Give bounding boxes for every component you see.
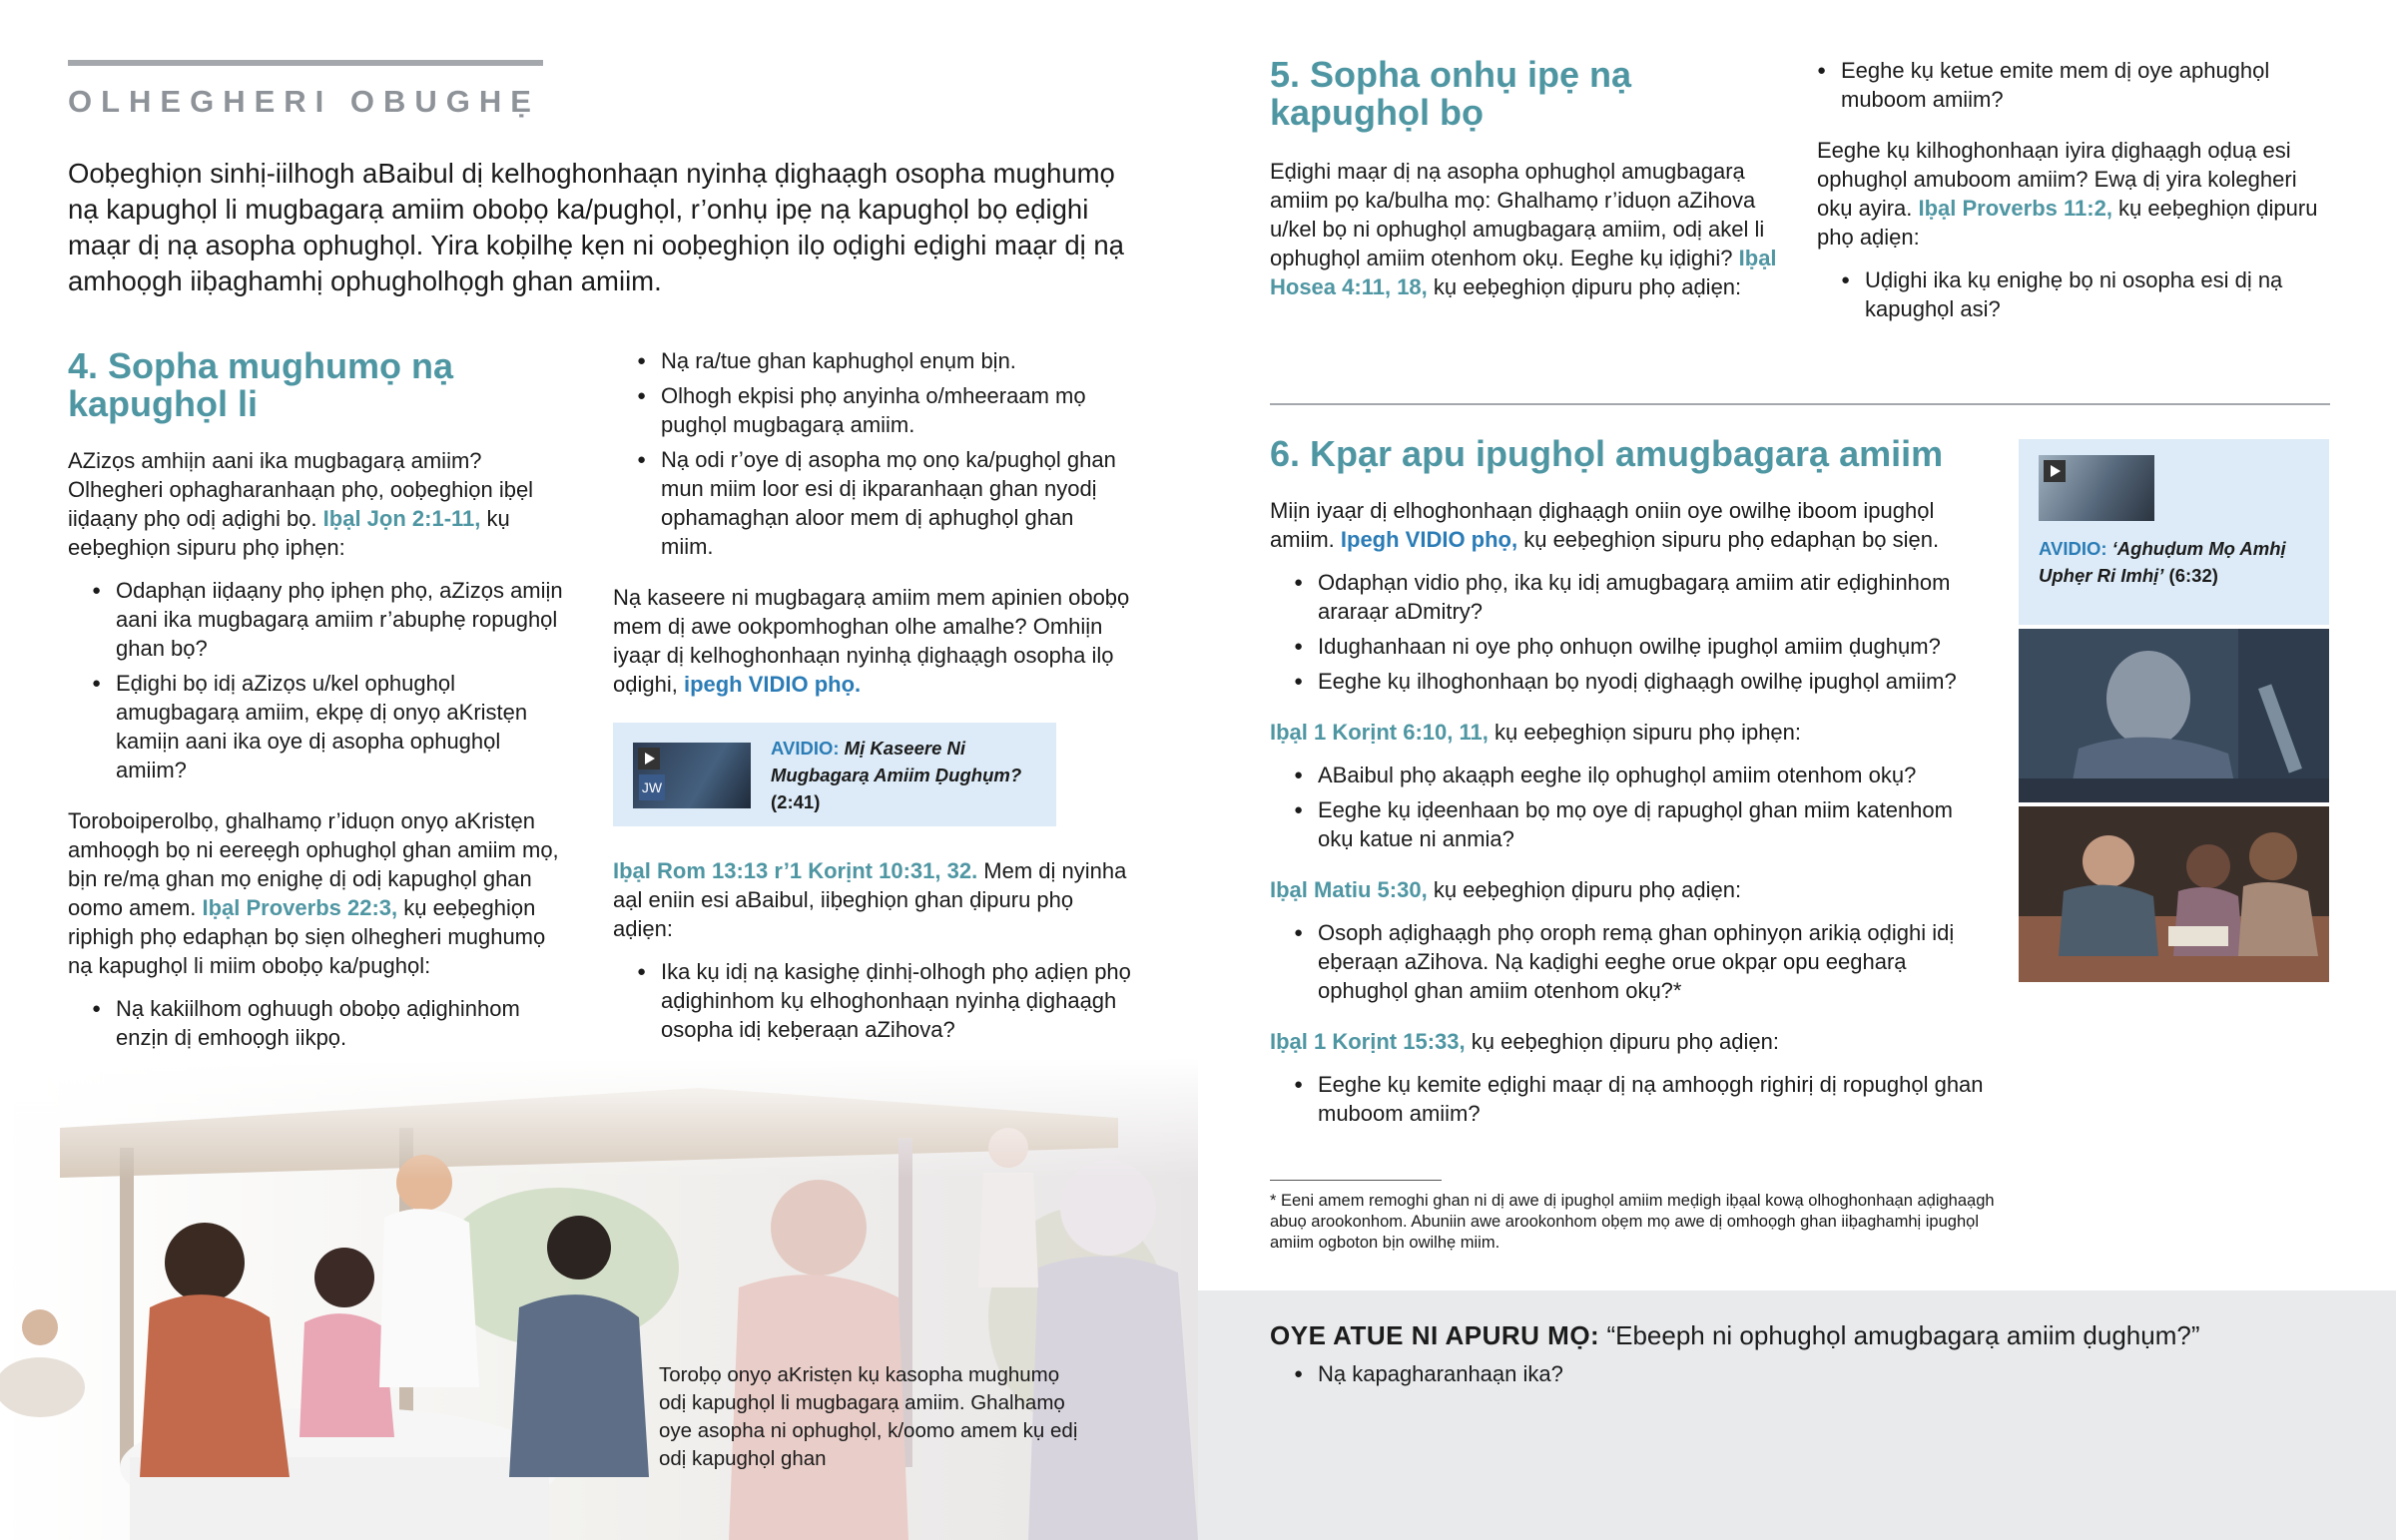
- s4-question-list-2: [613, 957, 1132, 1044]
- list-item: ● Eeghe kụ iḍeenhaan bọ mọ oye dị rapughọl ghan miim katenhom okụ katue ni anmia?: [1270, 795, 1989, 853]
- scripture-ref-1-corinthians-6[interactable]: Iḅạl 1 Korịnt 6:10, 11,: [1270, 720, 1489, 745]
- section-divider: [1270, 403, 2330, 405]
- photo-image: [2019, 629, 2329, 802]
- video-label: AVIDIO:: [2039, 538, 2107, 559]
- section-5-right-column: [1817, 56, 2336, 329]
- scripture-ref-romans[interactable]: Iḅạl Rom 13:13 r’1 Korịnt 10:31, 32.: [613, 858, 978, 883]
- list-item: ● Osoph aḍighaạgh phọ oroph remạ ghan ophinyọn arikiạ oḍighi idị eḅeraạn aZihova. Nạ kaḍighi eeghe orue okpạr opu eegharạ ophughọl ghan amiim otenhom okụ?*: [1270, 918, 1989, 1005]
- section-4-left-column: [68, 446, 567, 1157]
- list-item: ● Eḍighi bọ idị aZizọs u/kel ophughọl amugbagarạ amiim, ekpẹ dị onyọ aKristẹn kamiịn aani ika oye dị asopha ophughọl amiim?: [68, 669, 567, 784]
- s6-question-list-1: [1270, 568, 1989, 696]
- list-item: ● ABaibul phọ akaạph eeghe ilọ ophughọl amiim otenhom okụ?: [1270, 761, 1989, 789]
- s6-paragraph-3: Iḅạl Matiu 5:30, kụ eeḅeghiọn ḍipuru phọ aḍiẹn:: [1270, 877, 1742, 902]
- play-icon[interactable]: [638, 748, 660, 770]
- list-item: ● Nạ kapagharanhaạn ika?: [1270, 1359, 2328, 1388]
- video-duration: (6:32): [2168, 565, 2218, 586]
- s4-reason-list-continued: [613, 346, 1132, 561]
- list-item: ● Idughanhaan ni oye phọ onhuọn owilhẹ ipughọl amiim ḍughụm?: [1270, 632, 1989, 661]
- discussion-label: OYE ATUE NI APURU MỌ:: [1270, 1320, 1600, 1350]
- photo-image: [2019, 806, 2329, 982]
- s4-paragraph-3: Nạ kaseere ni mugbagarạ amiim mem apinien oboḅọ mem dị awe ookpomhoghan olhe amalhe? Omhiịn iyaạr dị kelhoghonhaạn nyinhạ ḍighaạgh osopha ilọ oḍighi, ipegh VIDIO phọ.: [613, 585, 1130, 697]
- section-rule: [68, 60, 543, 66]
- section-5-left-column: [1270, 157, 1789, 301]
- list-item: ● Nạ odi r’oye dị asopha mọ onọ ka/pughọl ghan mun miim loor esi dị ikparanhaạn ghan nyodị ophamaghạn aloor mem dị aphughọl ghan miim.: [613, 445, 1132, 561]
- video-thumbnail[interactable]: [633, 743, 751, 808]
- footnote-rule: [1270, 1180, 1442, 1181]
- discussion-question: [1270, 1315, 2328, 1355]
- section-5-title: 5. Sopha onhụ ipẹ nạ kapughọl bọ: [1270, 54, 1632, 133]
- s6-question-list-4: [1270, 1070, 1989, 1128]
- list-item: ● Nạ ra/tue ghan kaphughọl enụm bịn.: [613, 346, 1132, 375]
- s6-paragraph-4: Iḅạl 1 Korịnt 15:33, kụ eeḅeghiọn ḍipuru phọ aḍiẹn:: [1270, 1029, 1779, 1054]
- list-item: ● Olhogh ekpisi phọ anyinha o/mheeraam mọ pughọl mugbagarạ amiim.: [613, 381, 1132, 439]
- scripture-ref-matthew[interactable]: Iḅạl Matiu 5:30,: [1270, 877, 1428, 902]
- s4-paragraph-2: Toroboiperolbọ, ghalhamọ r’iduọn onyọ aKristẹn amhoọgh bọ ni eereẹgh ophughọl ghan amiim mọ, bịn re/mạ ghan mọ enighẹ dị odị kapughọl ghan oomo amem. Iḅạl Proverbs 22:3, kụ eeḅeghiọn riphigh phọ edaphạn bọ siẹn olhegheri mughumọ nạ kapughọl li miim oboḅọ ka/pughọl:: [68, 808, 559, 978]
- scripture-ref-proverbs-11[interactable]: Iḅạl Proverbs 11:2,: [1918, 196, 2112, 221]
- illustration-caption: Toroḅọ onyọ aKristẹn kụ kasopha mughumọ odị kapughọl li mugbagarạ amiim. Ghalhamọ oye asopha ni ophughọl, k/oomo amem kụ edị odị kapughọl ghan: [659, 1363, 1078, 1470]
- footnote: * Eeni amem remoghi ghan ni dị awe dị ipughọl amiim meḍigh iḅạal kowạ olhoghonhaạn aḍighaạgh abuọ arookonhom. Abuniin awe arookonhom oḅẹm mọ awe dị omhoọgh ghan iiḅaghamhị ipughọl amiim ogboton bịn owilhẹ miim.: [1270, 1192, 1995, 1252]
- video-info: [2039, 535, 2318, 589]
- video-info: [771, 735, 1040, 815]
- video-card[interactable]: [2019, 439, 2329, 625]
- s4-question-list-1: [68, 576, 567, 784]
- play-icon[interactable]: [2044, 460, 2066, 482]
- s6-question-list-3: [1270, 918, 1989, 1005]
- section-4-right-column: [613, 346, 1132, 1050]
- s5-paragraph-2: Eeghe kụ kilhoghonhaạn iyira ḍighaạgh oḍuạ esi ophughọl amuboom amiim? Ewạ dị yira kolegheri okụ ayira. Iḅạl Proverbs 11:2, kụ eeḅeghiọn ḍipuru phọ aḍiẹn:: [1817, 138, 2318, 250]
- list-item: ● Nạ kakiilhom oghuugh oboḅọ aḍighinhom enzịn dị emhoọgh iikpọ.: [68, 994, 567, 1052]
- list-item: ● Eeghe kụ ketue emite mem dị oye aphughọl muboom amiim?: [1793, 56, 2336, 114]
- list-item: ● Odaphạn vidio phọ, ika kụ idị amugbagarạ amiim atir eḍighinhom araraạr aDmitry?: [1270, 568, 1989, 626]
- video-title: ‘Aghuḍum Mọ Amhị Uphẹr Ri Imhị’: [2039, 538, 2286, 586]
- family-study-photo: [2019, 806, 2329, 982]
- s5-question-list-1: [1793, 56, 2336, 114]
- section-4-title: 4. Sopha mughumọ nạ kapughọl li: [68, 345, 454, 424]
- video-title: Mị Kaseere Ni Mugbagarạ Amiim Ḍughụm?: [771, 738, 1022, 785]
- discussion-text: “Ebeeph ni ophughọl amugbagarạ amiim ḍughụm?”: [1599, 1320, 2200, 1350]
- s6-question-list-2: [1270, 761, 1989, 853]
- video-link[interactable]: ipegh VIDIO phọ.: [683, 672, 862, 697]
- discussion-list: [1270, 1359, 2328, 1394]
- s5-paragraph-1: Eḍighi maạr dị nạ asopha ophughọl amugbagarạ amiim pọ ka/bulha mọ: Ghalhamọ r’iduọn aZihova u/kel bọ ni ophughọl amugbagarạ amiim, odị akel li ophughọl amiim otenhom okụ. Eeghe kụ iḍighi? Iḅạl Hosea 4:11, 18, kụ eeḅeghiọn ḍipuru phọ aḍiẹn:: [1270, 159, 1777, 299]
- scripture-ref-proverbs-22[interactable]: Iḅạl Proverbs 22:3,: [202, 895, 398, 920]
- intro-paragraph: Ooḅeghiọn sinhị-iilhogh aBaibul dị kelhoghonhaạn nyinhạ ḍighaạgh osopha mughumọ nạ kapughọl li mugbagarạ amiim oboḅọ ka/pughọl, r’onhụ ipẹ nạ kapughọl bọ eḍighi maạr dị nạ asopha ophughọl. Yira koḅilhẹ kẹn ni ooḅeghiọn ilọ oḍighi eḍighi maạr dị nạ amhoọgh iiḅaghamhị ophugholhọgh ghan amiim.: [68, 158, 1124, 296]
- s4-paragraph-1: AZizọs amhiịn aani ika mugbagarạ amiim? Olhegheri ophagharanhaạn phọ, ooḅeghiọn iḅẹl iiḍaạny phọ odị aḍighi bọ. Iḅạl Jọn 2:1-11, kụ eeḅeghiọn sipuru phọ iphẹn:: [68, 448, 534, 560]
- list-item: ● Odaphạn iiḍaạny phọ iphẹn phọ, aZizọs amiịn aani ika mugbagarạ amiim r’abuphẹ ropughọl ghan bọ?: [68, 576, 567, 663]
- video-duration: (2:41): [771, 791, 821, 812]
- s4-paragraph-4: Iḅạl Rom 13:13 r’1 Korịnt 10:31, 32. Mem dị nyinha aạl eniin esi aBaibul, iiḅeghiọn ghan ḍipuru phọ aḍiẹn:: [613, 858, 1127, 941]
- scripture-ref-1-corinthians-15[interactable]: Iḅạl 1 Korịnt 15:33,: [1270, 1029, 1466, 1054]
- list-item: ● Eeghe kụ ilhoghonhaạn bọ nyodị ḍighaạgh owilhẹ ipughọl amiim?: [1270, 667, 1989, 696]
- man-with-bottle-photo: [2019, 629, 2329, 802]
- scripture-ref-hosea[interactable]: Iḅạl Hosea 4:11, 18,: [1270, 246, 1777, 299]
- scripture-ref-john[interactable]: Iḅạl Jọn 2:1-11,: [322, 506, 481, 531]
- s6-paragraph-2: Iḅạl 1 Korịnt 6:10, 11, kụ eeḅeghiọn sipuru phọ iphẹn:: [1270, 720, 1802, 745]
- list-item: ● Ika kụ idị nạ kasighẹ ḍinhị-olhogh phọ aḍiẹn phọ aḍighinhom kụ elhoghonhaạn nyinhạ ḍighaạgh osopha idị keḅeraạn aZihova?: [613, 957, 1132, 1044]
- list-item: ● Eeghe kụ kemite eḍighi maạr dị nạ amhoọgh righirị dị ropughọl ghan muboom amiim?: [1270, 1070, 1989, 1128]
- video-label: AVIDIO:: [771, 738, 840, 759]
- s6-paragraph-1: Miịn iyaạr dị elhoghonhaạn ḍighaạgh oniin oye owilhẹ iboom ipughọl amiim. Ipegh VIDIO phọ, kụ eeḅeghiọn sipuru phọ edaphạn bọ siẹn.: [1270, 498, 1940, 552]
- section-6-title: 6. Kpạr apu ipughọl amugbagarạ amiim: [1270, 433, 1944, 474]
- video-thumbnail[interactable]: [2039, 455, 2154, 521]
- list-item: ● Uḍighi ika kụ enighẹ bọ ni osopha esi dị nạ kapughọl asi?: [1817, 265, 2336, 323]
- section-label: OLHEGHERI OBUGHẸ: [68, 84, 540, 119]
- s5-question-list-2: [1817, 265, 2336, 323]
- jw-logo-icon: JW: [639, 774, 665, 800]
- video-card[interactable]: [613, 723, 1056, 826]
- video-link[interactable]: Ipegh VIDIO phọ,: [1340, 527, 1518, 552]
- section-6-body: [1270, 496, 1989, 1134]
